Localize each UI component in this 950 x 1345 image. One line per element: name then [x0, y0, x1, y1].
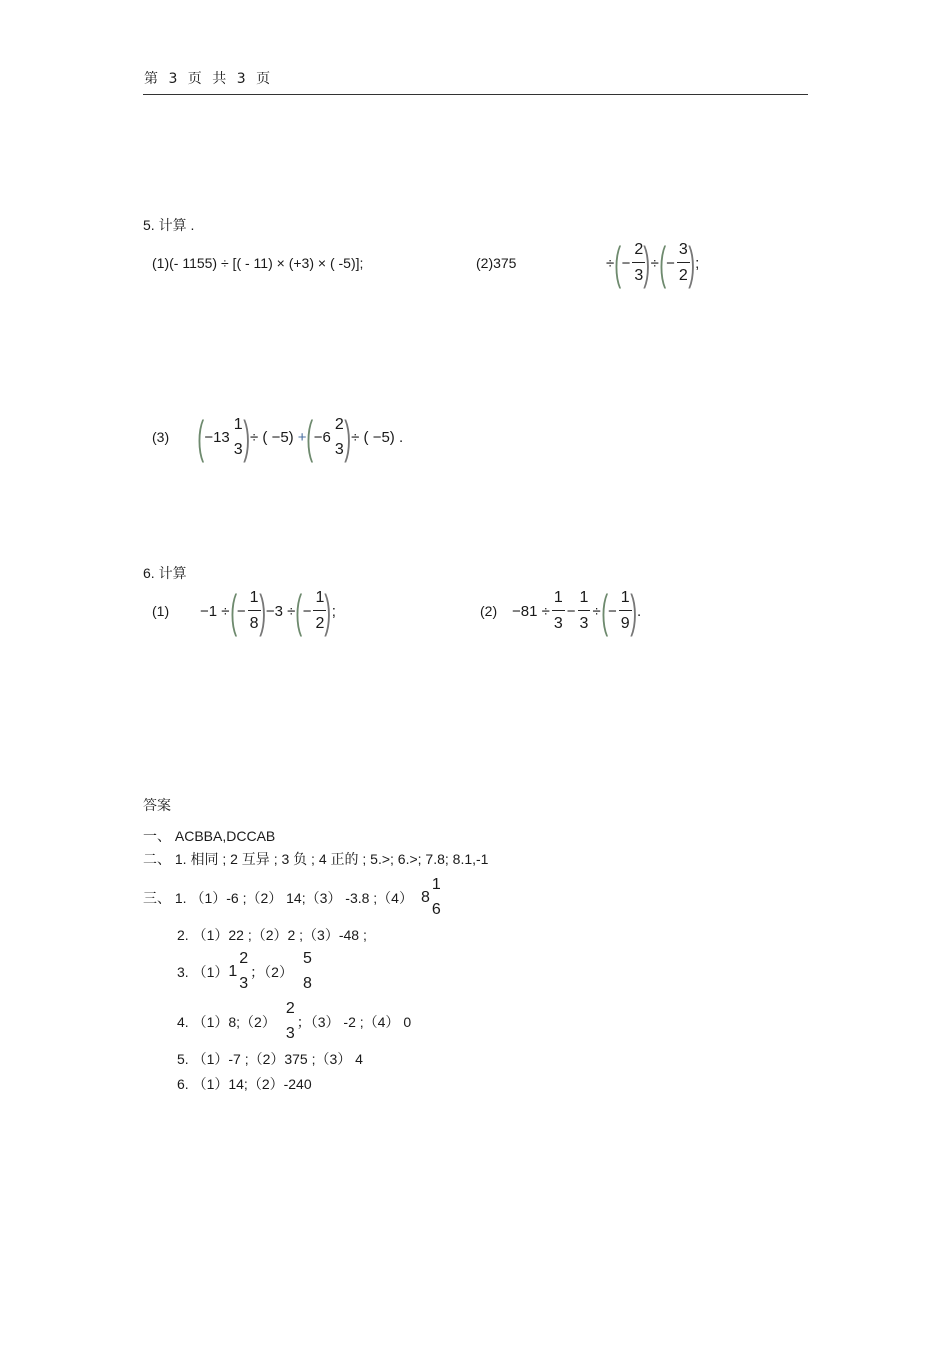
plus-sign: + [297, 428, 307, 446]
mixed-number-whole: 8 [420, 888, 430, 906]
fraction: 5 8 [302, 950, 312, 992]
minus-sign: − [621, 254, 631, 272]
q5-part2-expression [604, 237, 701, 289]
fraction: 2 3 [334, 415, 344, 458]
right-paren: ) [258, 585, 266, 637]
fraction: $\frac{1}{9}$ [620, 589, 630, 632]
minus-sign: − [666, 254, 675, 272]
q5-part3-expression [197, 411, 405, 463]
answer-text: 3. （1） [177, 963, 229, 980]
minus-sign: − [302, 602, 312, 620]
term: −1 ÷ [200, 602, 230, 620]
fraction: 1 6 [431, 876, 441, 918]
semicolon: ; [695, 254, 700, 272]
answer-text: 三、 1. （1）-6 ;（2） 14;（3） -3.8 ;（4） [143, 889, 413, 906]
fraction: 2 3 [239, 950, 249, 992]
minus-sign: − [608, 602, 617, 620]
mixed-number-whole: −6 [313, 428, 331, 446]
page-header: 第 3 页 共 3 页 [144, 71, 274, 87]
divide-term: ÷ ( −5) [250, 428, 294, 446]
period: . [637, 602, 642, 620]
q6-part2-expression [510, 585, 643, 637]
divide-sign: ÷ [606, 254, 615, 272]
left-paren: ( [614, 237, 622, 289]
answer-text: ；（3） -2 ;（4） 0 [296, 1013, 412, 1030]
q6-part2-label: (2) [480, 603, 498, 619]
left-paren: ( [659, 237, 666, 289]
fraction: $\frac{1}{2}$ [315, 589, 325, 632]
divide-term: ÷ ( −5) . [351, 428, 404, 446]
left-paren: ( [295, 585, 303, 637]
q5-part3-label: (3) [152, 429, 170, 445]
answers-title: 答案 [143, 797, 171, 813]
left-paren: ( [306, 411, 314, 463]
right-paren: ) [242, 411, 250, 463]
fraction: $\frac{3}{2}$ [678, 241, 688, 284]
q6-part1-label: (1) [152, 603, 170, 619]
right-paren: ) [629, 585, 637, 637]
right-paren: ) [344, 411, 351, 463]
minus-sign: − [236, 602, 246, 620]
mixed-number-whole: 1 [228, 962, 238, 980]
answer-line-6 [177, 1001, 411, 1042]
right-paren: ) [324, 585, 332, 637]
q6-part1-expression [198, 585, 338, 637]
fraction: 2 3 [285, 1000, 295, 1042]
minus-sign: − [566, 602, 576, 620]
answer-line-1: 一、 ACBBA,DCCAB [143, 828, 276, 844]
answer-text: 4. （1）8;（2） [177, 1013, 276, 1030]
fraction: $\frac{1}{3}$ [579, 589, 589, 632]
mixed-number-whole: −13 [204, 428, 230, 446]
answer-line-8: 6. （1）14;（2）-240 [177, 1076, 312, 1092]
header-rule [143, 94, 808, 95]
fraction: $\frac{2}{3}$ [634, 241, 644, 284]
term: −3 ÷ [265, 602, 296, 620]
q6-title: 6. 计算 [143, 565, 187, 581]
divide-sign: ÷ [650, 254, 659, 272]
answer-line-5 [177, 951, 314, 992]
left-paren: ( [197, 411, 205, 463]
left-paren: ( [600, 585, 608, 637]
term: −81 ÷ [512, 602, 550, 620]
fraction: $\frac{1}{3}$ [553, 589, 563, 632]
answer-line-7: 5. （1）-7 ;（2）375 ;（3） 4 [177, 1051, 363, 1067]
answer-line-4: 2. （1）22 ;（2）2 ;（3）-48 ; [177, 927, 367, 943]
left-paren: ( [229, 585, 237, 637]
answer-line-3 [143, 877, 443, 918]
fraction: 1 3 [233, 415, 243, 458]
answer-text: ；（2） [250, 963, 293, 980]
fraction: $\frac{1}{8}$ [249, 589, 259, 632]
semicolon: ; [331, 602, 336, 620]
answer-line-2: 二、 1. 相同 ; 2 互异 ; 3 负 ; 4 正的 ; 5.>; 6.>; 7.8; 8.1,-1 [143, 851, 489, 867]
divide-sign: ÷ [592, 602, 601, 620]
right-paren: ) [643, 237, 651, 289]
right-paren: ) [688, 237, 695, 289]
q5-part2-label: (2)375 [476, 255, 517, 271]
q5-part1: (1)(- 1155) ÷ [( - 11) × (+3) × ( -5)]; [152, 255, 364, 271]
q5-title: 5. 计算 . [143, 217, 195, 233]
